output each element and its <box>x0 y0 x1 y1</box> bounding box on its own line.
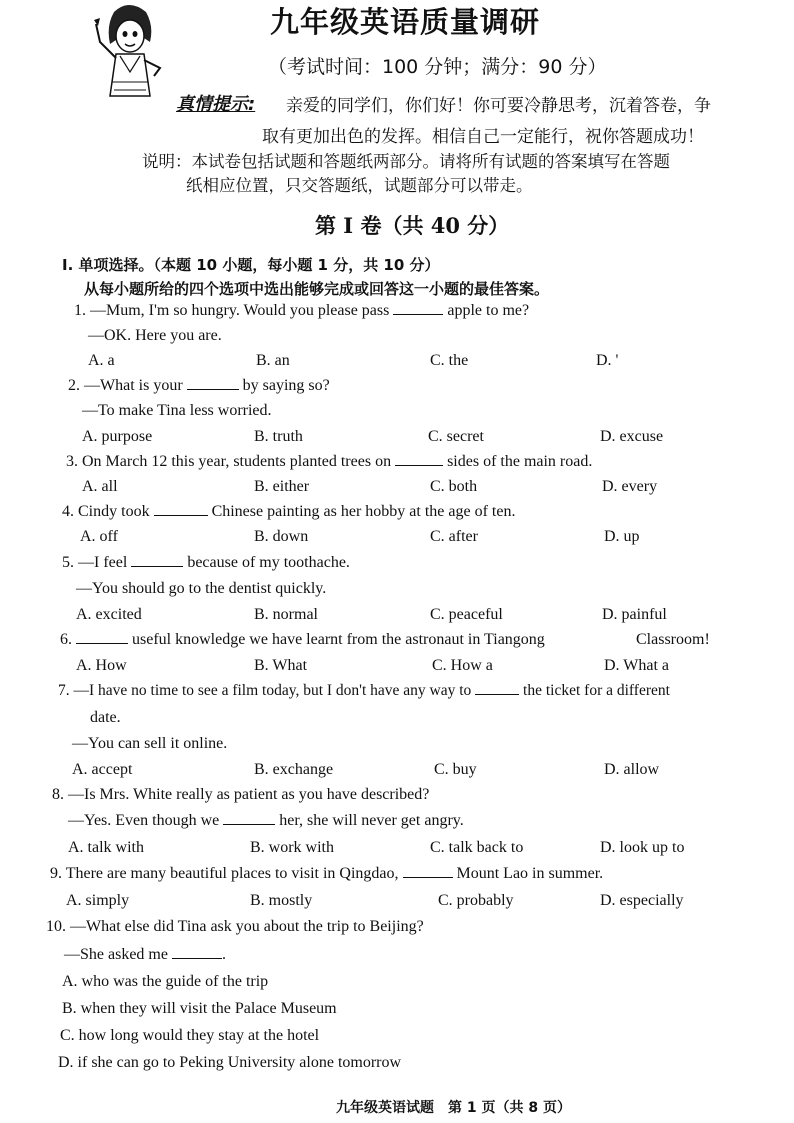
question-8 <box>52 786 429 804</box>
question-number: 2. <box>68 377 80 394</box>
answer-blank <box>395 464 443 466</box>
question-number: 10. <box>46 918 66 935</box>
answer-blank <box>187 388 239 390</box>
question-text: Cindy took <box>78 503 150 520</box>
option-d: D. every <box>602 478 658 495</box>
question-text: Chinese painting as her hobby at the age of ten. <box>211 503 516 520</box>
part-title: 第 I 卷（共 40 分） <box>315 213 510 238</box>
option-a: A. a <box>88 352 115 369</box>
option-b: B. normal <box>254 606 318 623</box>
question-text: apple to me? <box>447 302 530 319</box>
option-a: A. accept <box>72 761 133 778</box>
option-c: C. secret <box>428 428 484 445</box>
question-text: the ticket for a different <box>523 682 670 699</box>
option-c: C. How a <box>432 657 493 674</box>
tip-label: 真情提示: <box>176 94 256 115</box>
answer-blank <box>154 514 208 516</box>
question-text: Classroom! <box>636 631 710 648</box>
option-b: B. work with <box>250 839 334 856</box>
option-c: C. after <box>430 528 478 545</box>
option-d: D. What a <box>604 657 670 674</box>
option-b: B. down <box>254 528 309 545</box>
option-c: C. both <box>430 478 478 495</box>
option-d: D. painful <box>602 606 667 623</box>
question-text: —I feel <box>78 554 128 571</box>
option-a: A. who was the guide of the trip <box>62 973 269 990</box>
question-6 <box>60 631 545 649</box>
question-number: 4. <box>62 503 74 520</box>
question-text: —She asked me <box>64 946 168 963</box>
option-d: D. excuse <box>600 428 664 445</box>
question-text: —Is Mrs. White really as patient as you have described? <box>68 786 430 803</box>
question-text: —What else did Tina ask you about the trip to Beijing? <box>70 918 424 935</box>
option-a: A. simply <box>66 892 130 909</box>
question-7 <box>58 682 670 700</box>
option-c: C. peaceful <box>430 606 503 623</box>
exam-info: （考试时间：100 分钟；满分：90 分） <box>268 56 607 78</box>
answer-blank <box>475 693 519 695</box>
question-text: because of my toothache. <box>187 554 350 571</box>
question-text: —What is your <box>84 377 183 394</box>
option-d: D. if she can go to Peking University alone tomorrow <box>58 1054 402 1071</box>
option-d: D. especially <box>600 892 684 909</box>
note-line-1: 说明：本试卷包括试题和答题纸两部分。请将所有试题的答案填写在答题 <box>142 152 670 171</box>
question-10 <box>46 918 424 936</box>
question-text: date. <box>90 709 121 726</box>
section-instruction: 从每小题所给的四个选项中选出能够完成或回答这一小题的最佳答案。 <box>84 280 550 298</box>
dialogue-line <box>68 812 464 830</box>
option-c: C. probably <box>438 892 514 909</box>
option-b: B. exchange <box>254 761 334 778</box>
option-c: C. how long would they stay at the hotel <box>60 1027 320 1044</box>
dialogue-line: —OK. Here you are. <box>88 327 222 344</box>
question-number: 3. <box>66 453 78 470</box>
question-number: 5. <box>62 554 74 571</box>
option-b: B. either <box>254 478 310 495</box>
option-a: A. purpose <box>82 428 153 445</box>
option-c: C. talk back to <box>430 839 524 856</box>
answer-blank <box>131 565 183 567</box>
option-c: C. the <box>430 352 469 369</box>
question-5 <box>62 554 350 572</box>
section-title: I. 单项选择。（本题 10 小题，每小题 1 分，共 10 分） <box>62 256 440 274</box>
option-b: B. truth <box>254 428 303 445</box>
option-c: C. buy <box>434 761 477 778</box>
option-b: B. What <box>254 657 308 674</box>
question-number: 6. <box>60 631 72 648</box>
tip-line-1: 亲爱的同学们，你们好！你可要冷静思考，沉着答卷，争 <box>286 96 711 116</box>
answer-blank <box>403 876 453 878</box>
option-a: A. excited <box>76 606 142 623</box>
question-2 <box>68 377 330 395</box>
question-text: On March 12 this year, students planted trees on <box>82 453 392 470</box>
question-text: by saying so? <box>242 377 330 394</box>
answer-blank <box>393 313 443 315</box>
question-text: . <box>221 946 226 963</box>
option-b: B. an <box>256 352 290 369</box>
option-a: A. talk with <box>68 839 144 856</box>
cartoon-girl-illustration <box>94 2 164 98</box>
question-number: 7. <box>58 682 70 699</box>
question-9 <box>50 865 603 883</box>
dialogue-line: —You should go to the dentist quickly. <box>76 580 327 597</box>
tip-line-2: 取有更加出色的发挥。相信自己一定能行，祝你答题成功！ <box>262 127 704 147</box>
answer-blank <box>172 957 222 959</box>
option-d: D. ' <box>596 352 619 369</box>
note-line-2: 纸相应位置，只交答题纸，试题部分可以带走。 <box>186 176 533 195</box>
question-number: 9. <box>50 865 62 882</box>
option-a: A. off <box>80 528 118 545</box>
question-text: —Yes. Even though we <box>68 812 220 829</box>
option-b: B. when they will visit the Palace Museum <box>62 1000 337 1017</box>
question-text: her, she will never get angry. <box>279 812 464 829</box>
answer-blank <box>223 823 275 825</box>
question-text: Mount Lao in summer. <box>456 865 604 882</box>
question-number: 8. <box>52 786 64 803</box>
answer-blank <box>76 642 128 644</box>
question-number: 1. <box>74 302 86 319</box>
question-text: There are many beautiful places to visit in Qingdao, <box>65 865 399 882</box>
page-footer: 九年级英语试题 第 1 页（共 8 页） <box>336 1100 571 1116</box>
option-d: D. look up to <box>600 839 685 856</box>
question-text: —Mum, I'm so hungry. Would you please pass <box>90 302 390 319</box>
option-d: D. up <box>604 528 640 545</box>
question-text: sides of the main road. <box>447 453 593 470</box>
dialogue-line: —You can sell it online. <box>72 735 228 752</box>
dialogue-line <box>64 946 226 964</box>
option-a: A. all <box>82 478 118 495</box>
dialogue-line: —To make Tina less worried. <box>82 402 272 419</box>
question-text: useful knowledge we have learnt from the astronaut in Tiangong <box>132 631 545 648</box>
option-a: A. How <box>76 657 127 674</box>
option-d: D. allow <box>604 761 660 778</box>
question-3 <box>66 453 592 471</box>
option-b: B. mostly <box>250 892 313 909</box>
question-text: —I have no time to see a film today, but I don't have any way to <box>73 682 472 699</box>
question-1 <box>74 302 529 320</box>
question-4 <box>62 503 515 521</box>
exam-title: 九年级英语质量调研 <box>270 5 541 39</box>
